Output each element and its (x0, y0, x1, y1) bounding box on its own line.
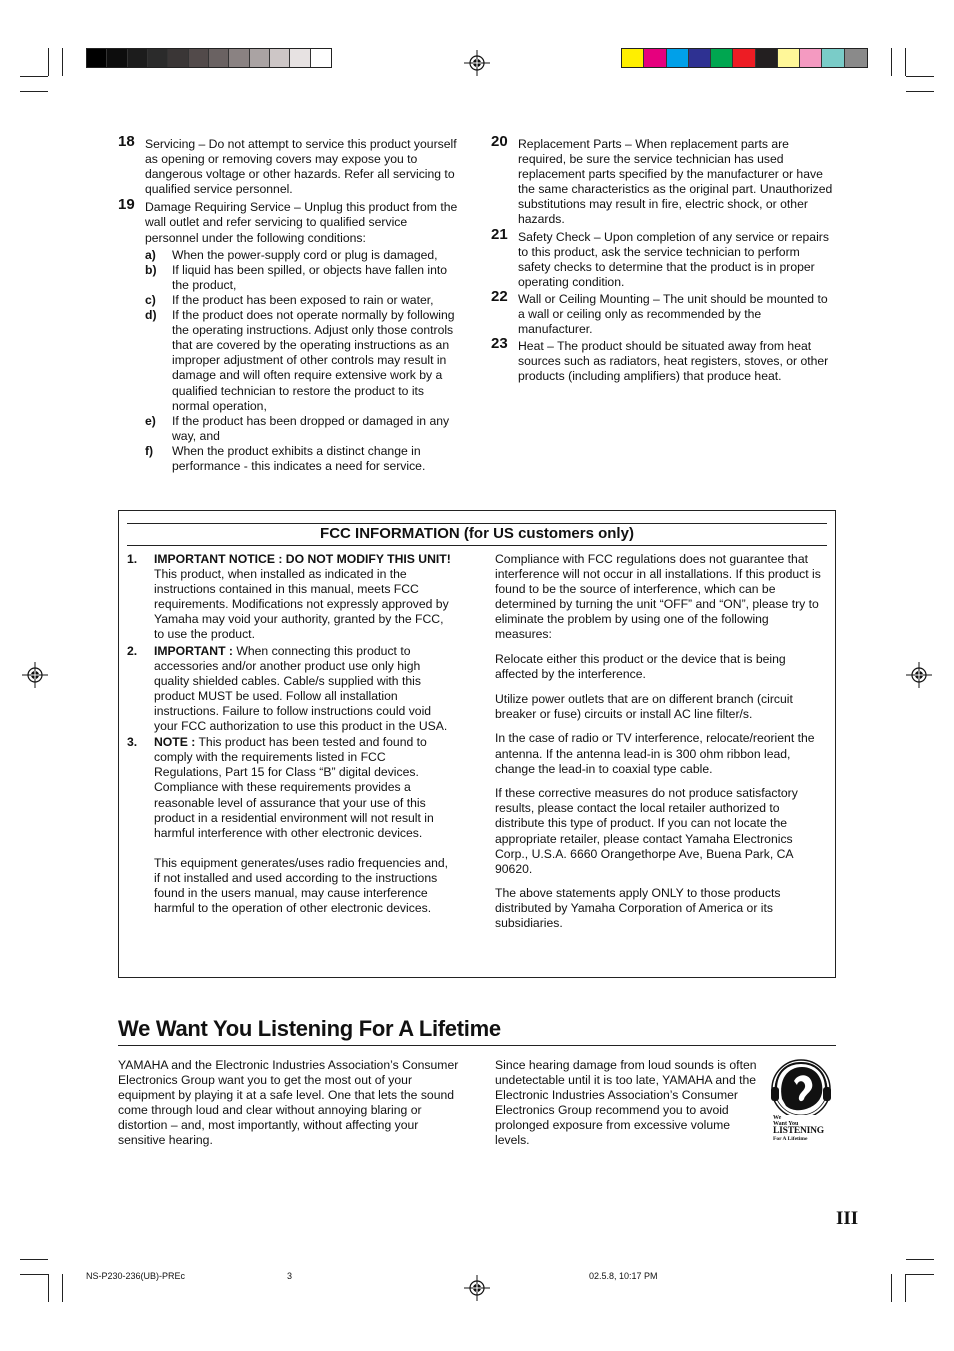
fcc-notice-text: This product, when installed as indicated in the instructions contained in this manual, meets FCC requirements. Modifications not expressly approved by Yamaha may void your authority, granted by the FCC, to use the product. (154, 567, 449, 642)
sub-item-f (145, 444, 458, 474)
color-swatch (667, 49, 689, 67)
registration-mark-left (22, 662, 48, 688)
footer-code: NS-P230-236(UB)-PREc (86, 1271, 186, 1281)
fcc-paragraph: The above statements apply ONLY to those products distributed by Yamaha Corporation of America or its subsidiaries. (495, 886, 781, 931)
sub-letter: a) (145, 247, 156, 262)
logo-line-3: LISTENING (773, 1126, 824, 1136)
item-number: 21 (491, 225, 508, 243)
sub-letter: f) (145, 443, 154, 458)
item-number: 23 (491, 335, 508, 353)
right-column (491, 133, 833, 387)
fcc-notice-1 (127, 552, 453, 643)
color-swatch (756, 49, 778, 67)
sub-text: If liquid has been spilled, or objects have fallen into the product, (172, 262, 448, 292)
left-column (118, 133, 458, 476)
gray-swatch (148, 49, 168, 67)
sub-item-b (145, 263, 458, 293)
fcc-notice-text: When connecting this product to accessories and/or another product use only high quality shielded cables. Cable/s supplied with this product MUST be used. Follow all installation instructions. Failure to follow instructions could void your FCC authorization to use this product in the USA. (154, 643, 448, 734)
fcc-number: 3. (127, 735, 138, 750)
item-20 (491, 133, 833, 228)
sub-text: If the product has been dropped or damaged in any way, and (172, 413, 450, 443)
section-heading: We Want You Listening For A Lifetime (118, 1016, 501, 1041)
fcc-paragraph: In the case of radio or TV interference, relocate/reorient the antenna. If the antenna lead-in is 300 ohm ribbon lead, change the lead-in to coaxial type cable. (495, 731, 815, 776)
item-text: Damage Requiring Service – Unplug this product from the wall outlet and refer servicing to qualified service personnel under the following conditions: (145, 200, 458, 245)
fcc-notice-2 (127, 644, 453, 735)
registration-mark-bottom (464, 1275, 490, 1301)
item-text: Servicing – Do not attempt to service this product yourself as opening or removing covers may expose you to dangerous voltage or other hazards. Refer all servicing to qualified service personnel. (145, 137, 457, 197)
item-21 (491, 225, 833, 290)
item-number: 20 (491, 133, 508, 150)
sub-item-d (145, 308, 458, 414)
sub-text: If the product does not operate normally by following the operating instructions. Adjust only those controls that are covered by the operating instructions as an improper adjustment of other controls may result in damage and will often require extensive work by a qualified technician to restore the product to its normal operation, (172, 308, 455, 413)
color-swatch (689, 49, 711, 67)
gray-swatch (250, 49, 270, 67)
item-18 (118, 133, 458, 197)
item-number: 18 (118, 133, 135, 150)
gray-swatch (270, 49, 290, 67)
color-swatch (644, 49, 666, 67)
footer-page: 3 (287, 1271, 293, 1281)
grayscale-bar (86, 48, 332, 68)
sub-item-a (145, 248, 458, 263)
fcc-title-rule (127, 545, 827, 546)
sub-text: If the product has been exposed to rain or water, (172, 292, 434, 307)
color-swatch (622, 49, 644, 67)
logo-line-1: We (773, 1115, 782, 1121)
color-swatch (845, 49, 867, 67)
sub-letter: c) (145, 292, 156, 307)
heading-rule (118, 1045, 836, 1046)
gray-swatch (209, 49, 229, 67)
item-number: 19 (118, 196, 135, 214)
fcc-notice-heading: IMPORTANT NOTICE : DO NOT MODIFY THIS UNIT! (154, 552, 451, 566)
fcc-paragraph: Relocate either this product or the device that is being affected by the interference. (495, 652, 786, 682)
listening-right-text: Since hearing damage from loud sounds is often undetectable until it is too late, YAMAHA and the Electronic Industries Association’s Consumer Electronics Group recommend you to avoid prolonged exposure from excessive volume levels. (495, 1058, 757, 1148)
item-number: 22 (491, 287, 508, 305)
fcc-paragraph: If these corrective measures do not produce satisfactory results, please contact the local retailer authorized to distribute this type of product. If you can not locate the appropriate retailer, please contact Yamaha Electronics Corp., U.S.A. 6660 Orangethorpe Ave, Buena Park, CA 90620. (495, 786, 798, 876)
item-text: Replacement Parts – When replacement parts are required, be sure the service technician has used replacement parts specified by the manufacturer or have the same characteristics as the original part. Unauthorized substitutions may result in fire, electric shock, or other hazards. (518, 137, 833, 227)
fcc-information-box (118, 510, 836, 978)
page-number: III (836, 1208, 859, 1229)
gray-swatch (107, 49, 127, 67)
fcc-notice-text-2: This equipment generates/uses radio frequencies and, if not installed and used according to the instructions found in the users manual, may cause interference harmful to the operation of other electronic devices. (154, 855, 449, 916)
fcc-number: 2. (127, 643, 138, 658)
footer-date: 02.5.8, 10:17 PM (589, 1271, 658, 1281)
color-swatch (822, 49, 844, 67)
logo-line-4: For A Lifetime (773, 1136, 808, 1142)
logo-line-2: Want You (773, 1121, 799, 1127)
color-swatch (711, 49, 733, 67)
sub-text: When the product exhibits a distinct change in performance - this indicates a need for service. (172, 443, 426, 473)
item-23 (491, 335, 833, 384)
fcc-left-column (127, 552, 453, 917)
gray-swatch (128, 49, 148, 67)
sub-text: When the power-supply cord or plug is damaged, (172, 247, 438, 262)
fcc-notice-heading: NOTE : (154, 735, 196, 750)
registration-mark-top (464, 50, 490, 76)
fcc-notice-text: This product has been tested and found to comply with the requirements listed in FCC Regulations, Part 15 for Class “B” digital devices. Compliance with these requirements provides a reasonable level of assurance that your use of this product in a residential environment will not result in harmful interference with other electronic devices. (154, 735, 434, 840)
fcc-top-rule (127, 523, 827, 524)
gray-swatch (189, 49, 209, 67)
color-bar (621, 48, 868, 68)
sub-letter: b) (145, 262, 157, 277)
gray-swatch (311, 49, 331, 67)
item-19 (118, 196, 458, 474)
gray-swatch (87, 49, 107, 67)
ear-headphone-icon (768, 1059, 834, 1115)
item-22 (491, 287, 833, 337)
gray-swatch (168, 49, 188, 67)
sub-letter: e) (145, 413, 156, 428)
gray-swatch (290, 49, 310, 67)
fcc-title: FCC INFORMATION (for US customers only) (320, 525, 634, 542)
item-text: Safety Check – Upon completion of any service or repairs to this product, ask the service technician to perform safety checks to determine that the product is in proper operating condition. (518, 229, 829, 289)
fcc-notice-heading: IMPORTANT : (154, 643, 233, 658)
sub-list (145, 248, 458, 474)
fcc-notice-3 (127, 735, 453, 916)
sub-item-e (145, 414, 458, 444)
color-swatch (733, 49, 755, 67)
color-swatch (800, 49, 822, 67)
fcc-paragraph: Utilize power outlets that are on different branch (circuit breaker or fuse) circuits or install AC line filter/s. (495, 691, 793, 721)
gray-swatch (229, 49, 249, 67)
listening-left-text: YAMAHA and the Electronic Industries Association’s Consumer Electronics Group want you to get the most out of your equipment by playing it at a safe level. One that lets the sound come through loud and clear without annoying blaring or distortion – and, most importantly, without affecting your sensitive hearing. (118, 1058, 459, 1148)
fcc-paragraph: Compliance with FCC regulations does not guarantee that interference will not occur in all installations. If this product is found to be the source of interference, which can be determined by turning the unit “OFF” and “ON”, please try to eliminate the problem by using one of the following measures: (495, 552, 821, 642)
item-text: Heat – The product should be situated away from heat sources such as radiators, heat registers, stoves, or other products (including amplifiers) that produce heat. (518, 339, 829, 384)
fcc-right-column (495, 552, 827, 941)
listening-logo (767, 1059, 835, 1143)
fcc-number: 1. (127, 552, 138, 566)
item-text: Wall or Ceiling Mounting – The unit should be mounted to a wall or ceiling only as recommended by the manufacturer. (518, 291, 828, 337)
sub-item-c (145, 293, 458, 308)
sub-letter: d) (145, 308, 157, 323)
registration-mark-right (906, 662, 932, 688)
color-swatch (778, 49, 800, 67)
